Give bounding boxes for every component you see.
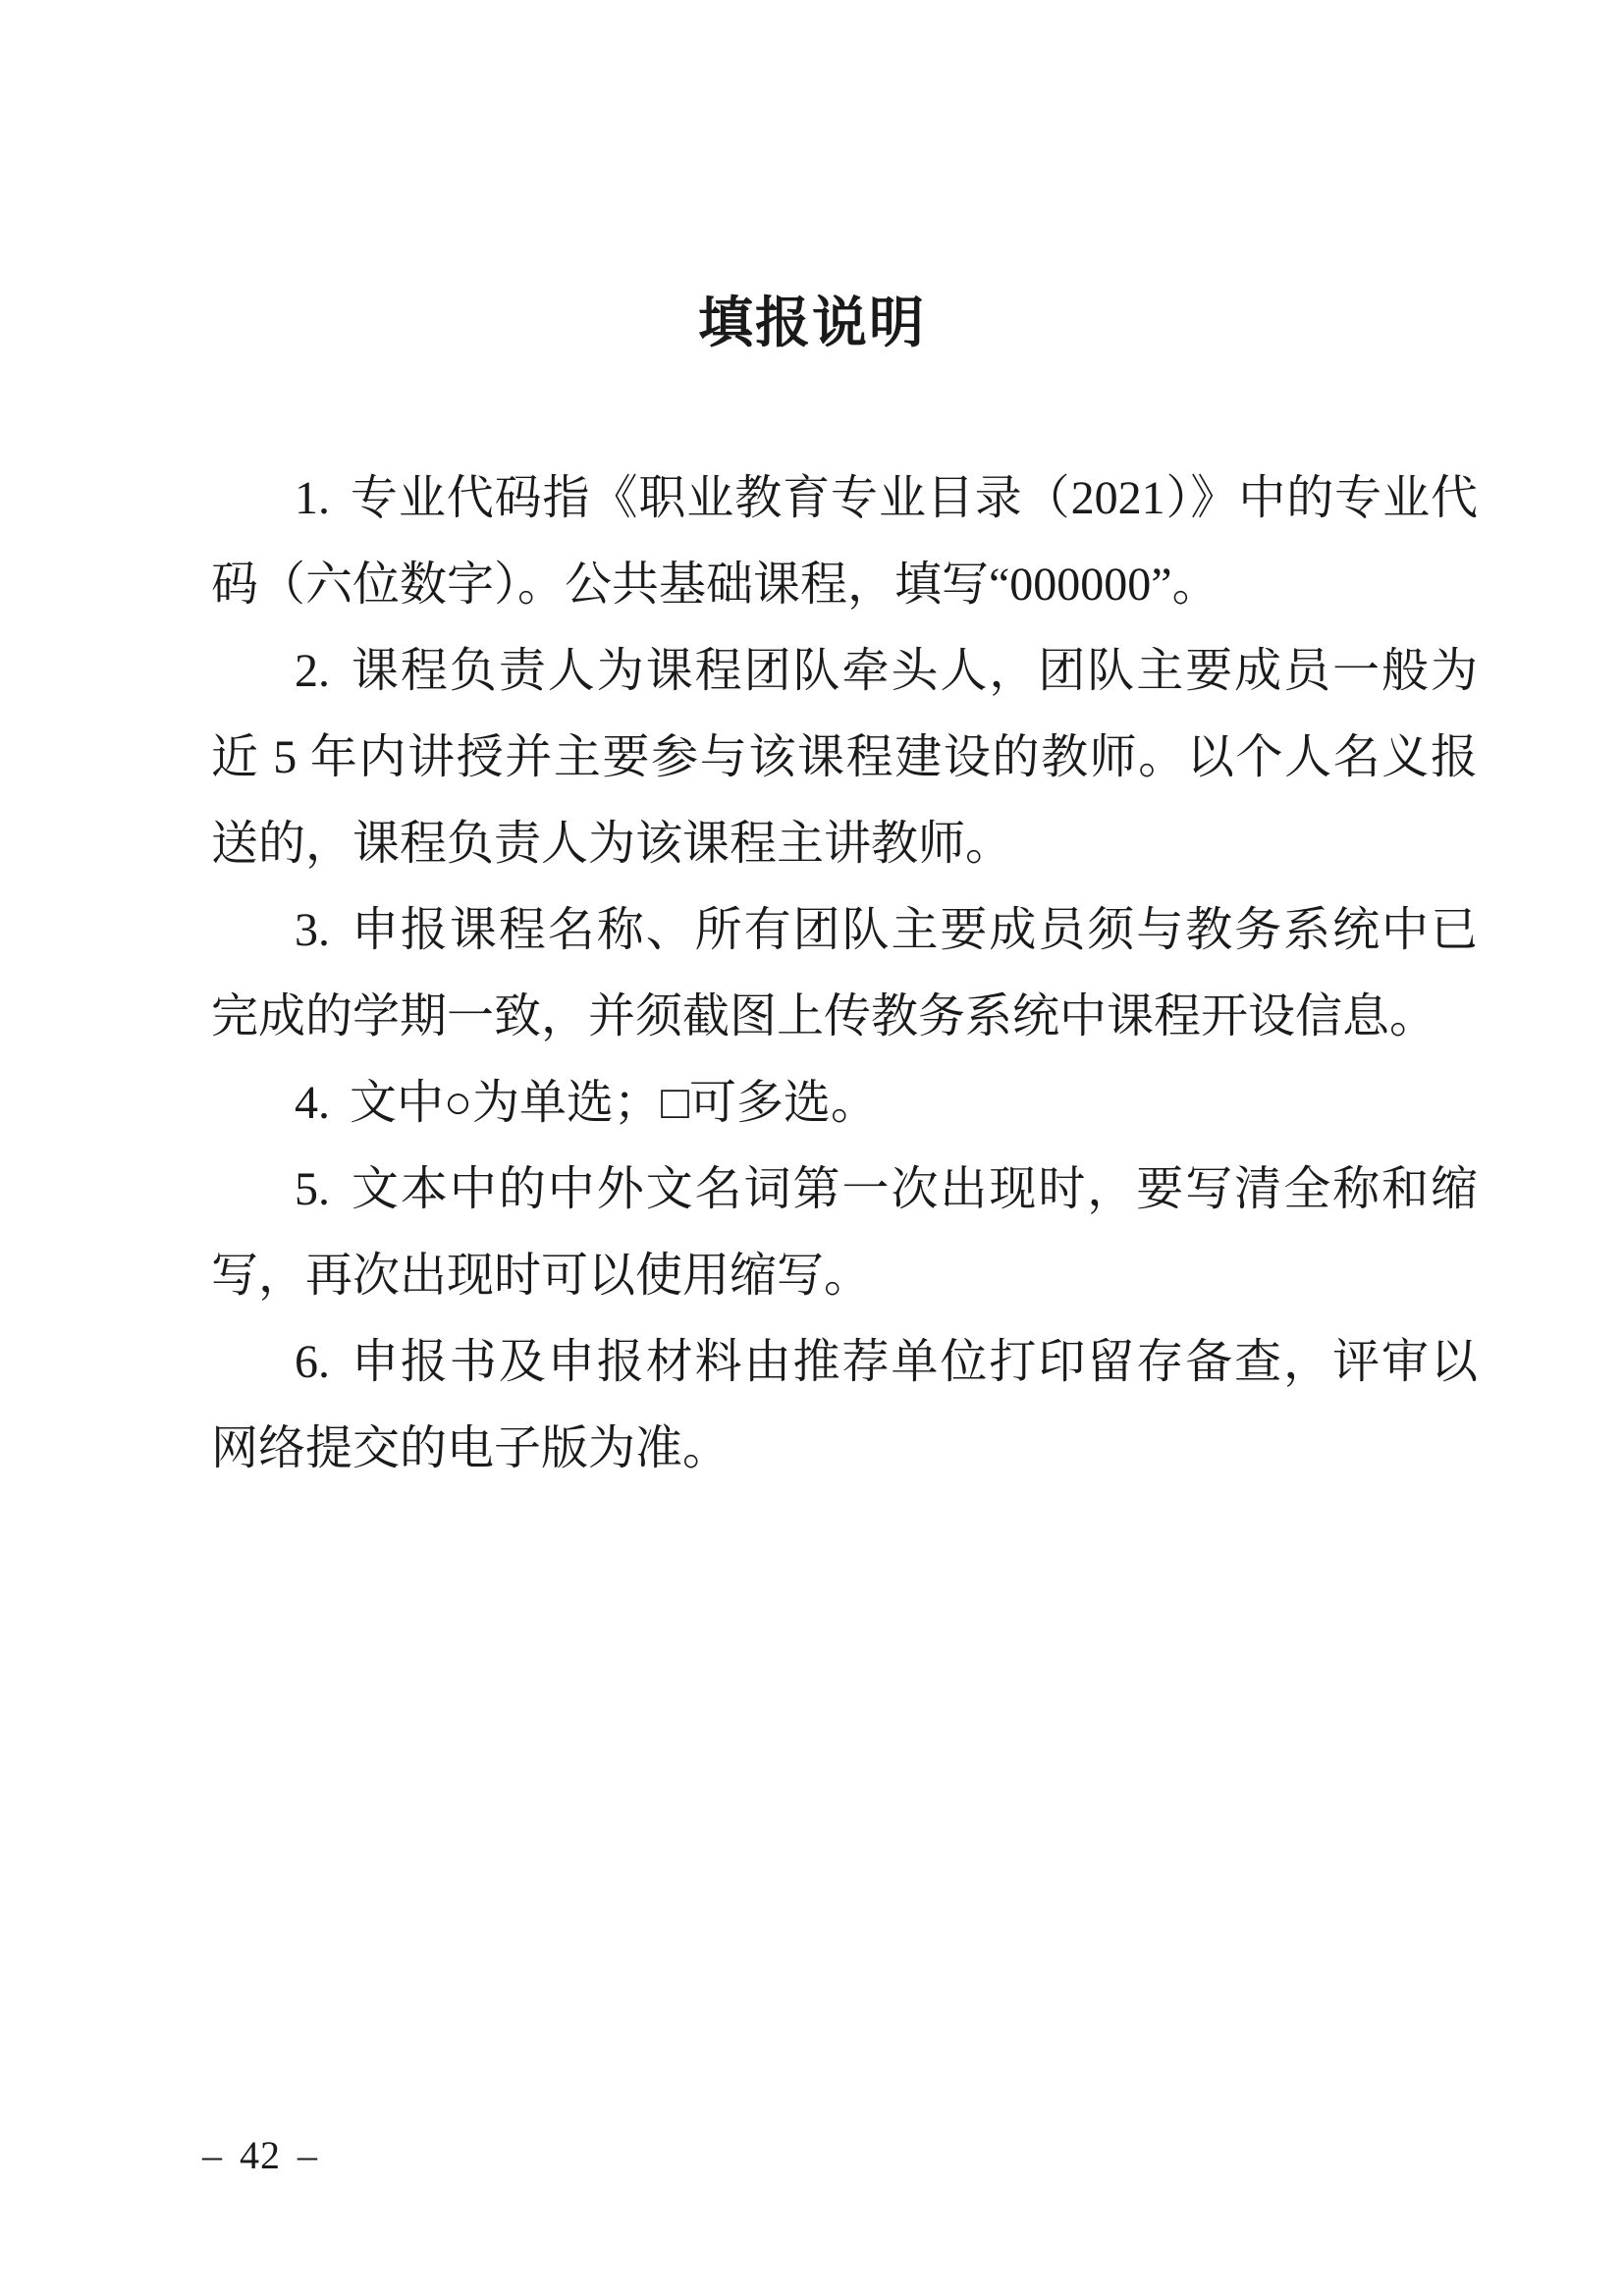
instruction-number: 3. [295,904,330,956]
instruction-item-4 [211,1060,1478,1147]
instruction-number: 5. [295,1163,330,1215]
instruction-number: 4. [295,1077,330,1129]
instruction-item-2 [211,628,1478,887]
instruction-item-3 [211,887,1478,1060]
instruction-item-1 [211,455,1478,628]
instruction-number: 1. [295,472,330,524]
instruction-number: 6. [295,1336,330,1388]
instruction-text: 文本中的中外文名词第一次出现时，要写清全称和缩写，再次出现时可以使用缩写。 [211,1163,1478,1302]
instructions-list [211,455,1478,1492]
instruction-number: 2. [295,645,330,697]
page-title: 填报说明 [698,294,926,354]
instruction-text: 专业代码指《职业教育专业目录（2021）》中的专业代码（六位数字）。公共基础课程，填写“000000”。 [211,472,1478,611]
page-number: – 42 – [202,2133,318,2177]
instruction-text: 课程负责人为课程团队牵头人，团队主要成员一般为近 5 年内讲授并主要参与该课程建设的教师。以个人名义报送的，课程负责人为该课程主讲教师。 [211,645,1478,870]
instruction-item-6 [211,1319,1478,1492]
instruction-item-5 [211,1147,1478,1319]
instruction-text: 申报书及申报材料由推荐单位打印留存备查，评审以网络提交的电子版为准。 [211,1336,1478,1474]
instruction-text: 申报课程名称、所有团队主要成员须与教务系统中已完成的学期一致，并须截图上传教务系统中课程开设信息。 [211,904,1478,1042]
instruction-text: 文中○为单选；□可多选。 [350,1077,878,1129]
